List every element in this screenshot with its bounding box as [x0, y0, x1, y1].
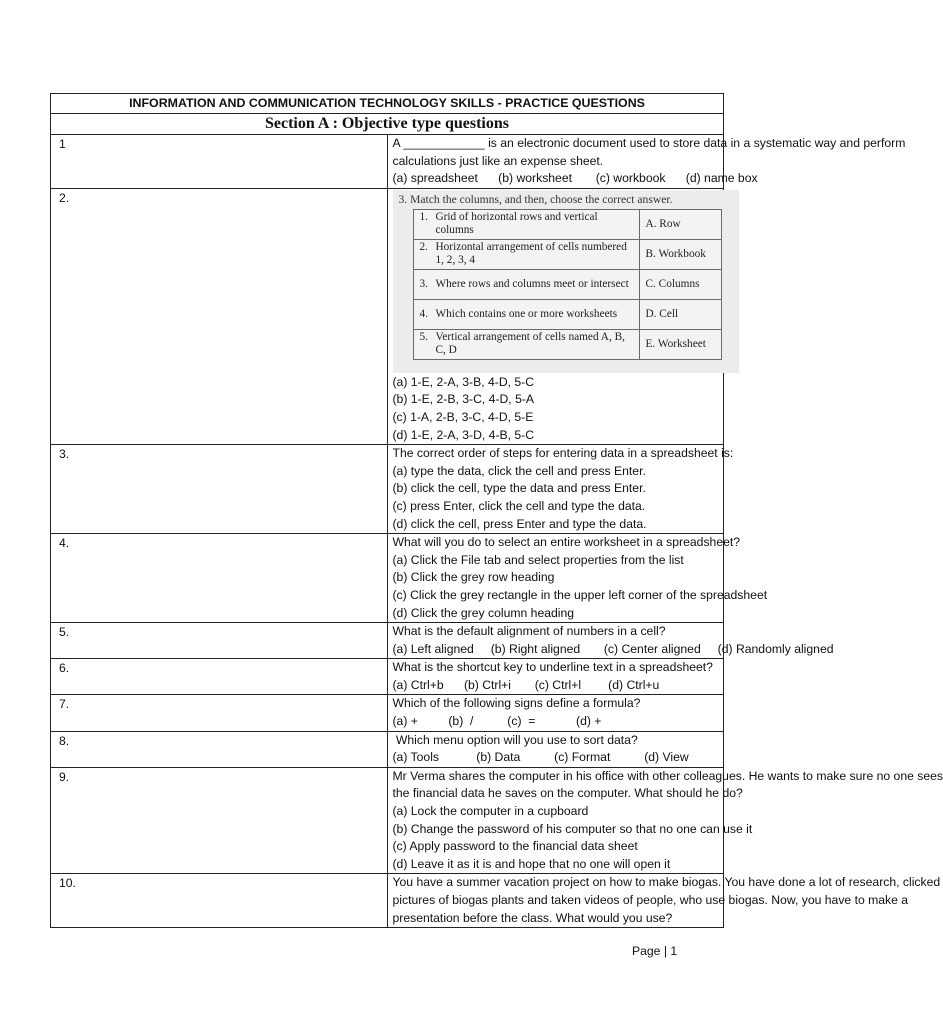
question-body — [387, 695, 724, 731]
answer-option: (a) Lock the computer in a cupboard — [392, 804, 589, 819]
question-row — [51, 445, 724, 534]
question-line: The correct order of steps for entering data in a spreadsheet is: — [392, 446, 734, 461]
question-body — [387, 731, 724, 767]
question-number-text: 7. — [59, 697, 70, 712]
match-right-cell: C. Columns — [639, 269, 721, 299]
match-right-cell: E. Worksheet — [639, 329, 721, 359]
answer-option: (c) Click the grey rectangle in the upper left corner of the spreadsheet — [392, 587, 768, 602]
title-row — [51, 94, 724, 114]
match-number: 4. — [419, 307, 428, 320]
question-line: presentation before the class. What would you use? — [392, 910, 673, 925]
question-number-text: 10. — [59, 876, 76, 891]
answer-option: (b) Change the password of his computer so that no one can use it — [392, 821, 753, 836]
section-heading: Section A : Objective type questions — [51, 114, 724, 135]
question-row — [51, 623, 724, 659]
question-body — [387, 767, 943, 874]
answer-options: (a) Left aligned (b) Right aligned (c) Center aligned (d) Randomly aligned — [392, 641, 834, 656]
answer-option: (a) Click the File tab and select properties from the list — [392, 552, 684, 567]
question-line: What is the default alignment of numbers in a cell? — [392, 624, 666, 639]
answer-option: (c) 1-A, 2-B, 3-C, 4-D, 5-E — [392, 409, 534, 424]
question-line: calculations just like an expense sheet. — [392, 153, 604, 168]
match-right-cell: B. Workbook — [639, 239, 721, 269]
question-line: the financial data he saves on the computer. What should he do? — [392, 786, 743, 801]
question-body — [387, 623, 834, 659]
match-number: 5. — [419, 330, 428, 343]
answer-option: (b) 1-E, 2-B, 3-C, 4-D, 5-A — [392, 392, 535, 407]
match-row — [413, 269, 721, 299]
question-number — [51, 874, 388, 928]
question-body — [387, 659, 724, 695]
question-number — [51, 623, 388, 659]
question-body — [387, 874, 941, 928]
question-number-text: 3. — [59, 447, 70, 462]
question-line: A ____________ is an electronic document used to store data in a systematic way and perform — [392, 136, 906, 150]
question-number-text: 9. — [59, 769, 70, 784]
match-row — [413, 299, 721, 329]
question-line: Mr Verma shares the computer in his office with other colleagues. He wants to make sure no one sees — [392, 768, 943, 783]
question-number — [51, 695, 388, 731]
question-body — [387, 188, 724, 444]
answer-options: (a) + (b) / (c) = (d) + — [392, 714, 602, 729]
match-left-cell — [413, 239, 639, 269]
question-row — [51, 534, 724, 623]
question-number — [51, 767, 388, 874]
question-number — [51, 445, 388, 534]
answer-option: (c) Apply password to the financial data sheet — [392, 839, 638, 854]
match-left-cell — [413, 209, 639, 239]
question-number-text: 2. — [59, 190, 70, 205]
question-number-text: 4. — [59, 536, 70, 551]
section-row — [51, 114, 724, 135]
answer-option: (d) click the cell, press Enter and type the data. — [392, 516, 647, 531]
match-image-title: 3. Match the columns, and then, choose the correct answer. — [398, 192, 673, 206]
answer-option: (a) 1-E, 2-A, 3-B, 4-D, 5-C — [392, 374, 535, 389]
question-row — [51, 874, 724, 928]
question-row — [51, 135, 724, 189]
question-number-text: 1 — [59, 137, 66, 151]
answer-option: (d) Leave it as it is and hope that no one will open it — [392, 856, 671, 871]
match-left-cell — [413, 299, 639, 329]
question-number-text: 5. — [59, 625, 70, 640]
match-left-cell — [413, 329, 639, 359]
document-title: INFORMATION AND COMMUNICATION TECHNOLOGY SKILLS - PRACTICE QUESTIONS — [51, 94, 724, 114]
answer-options: (a) Ctrl+b (b) Ctrl+i (c) Ctrl+l (d) Ctrl+u — [392, 677, 660, 692]
answer-option: (b) click the cell, type the data and press Enter. — [392, 481, 646, 496]
question-row — [51, 659, 724, 695]
match-left-text: Vertical arrangement of cells named A, B, C, D — [435, 330, 625, 357]
match-row — [413, 329, 721, 359]
question-number — [51, 188, 388, 444]
question-body — [387, 534, 768, 623]
match-left-cell — [413, 269, 639, 299]
match-right-cell: D. Cell — [639, 299, 721, 329]
answer-options: (a) Tools (b) Data (c) Format (d) View — [392, 750, 689, 765]
answer-option: (d) 1-E, 2-A, 3-D, 4-B, 5-C — [392, 427, 535, 442]
match-number: 1. — [419, 210, 428, 223]
question-line: You have a summer vacation project on how to make biogas. You have done a lot of research, clicked — [392, 875, 941, 890]
match-columns-table — [413, 209, 722, 360]
match-columns-image — [393, 190, 739, 373]
question-number — [51, 731, 388, 767]
question-sheet — [50, 93, 943, 928]
match-number: 2. — [419, 240, 428, 253]
question-row — [51, 188, 724, 444]
question-line: Which of the following signs define a formula? — [392, 696, 641, 711]
match-left-text: Where rows and columns meet or intersect — [435, 277, 629, 290]
match-number: 3. — [419, 277, 428, 290]
question-number-text: 8. — [59, 733, 70, 748]
answer-option: (b) Click the grey row heading — [392, 570, 555, 585]
match-left-text: Horizontal arrangement of cells numbered 1, 2, 3, 4 — [435, 240, 627, 267]
question-number — [51, 659, 388, 695]
match-right-cell: A. Row — [639, 209, 721, 239]
question-row — [51, 695, 724, 731]
question-number — [51, 534, 388, 623]
answer-option: (c) press Enter, click the cell and type the data. — [392, 498, 646, 513]
question-line: Which menu option will you use to sort data? — [392, 732, 638, 747]
match-left-text: Grid of horizontal rows and vertical columns — [435, 210, 598, 237]
question-number-text: 6. — [59, 661, 70, 676]
match-row — [413, 239, 721, 269]
question-body — [387, 135, 906, 189]
question-row — [51, 731, 724, 767]
question-line: What will you do to select an entire worksheet in a spreadsheet? — [392, 535, 741, 550]
question-number — [51, 135, 388, 189]
answer-option: (d) Click the grey column heading — [392, 605, 575, 620]
question-line: pictures of biogas plants and taken videos of people, who use biogas. Now, you have to make a — [392, 893, 909, 907]
match-row — [413, 209, 721, 239]
answer-option: (a) type the data, click the cell and press Enter. — [392, 463, 646, 478]
question-row — [51, 767, 724, 874]
question-line: What is the shortcut key to underline text in a spreadsheet? — [392, 660, 713, 675]
question-body — [387, 445, 734, 534]
page-number: Page | 1 — [632, 944, 678, 958]
answer-options: (a) spreadsheet (b) worksheet (c) workbook (d) name box — [392, 171, 758, 186]
match-left-text: Which contains one or more worksheets — [435, 307, 618, 320]
